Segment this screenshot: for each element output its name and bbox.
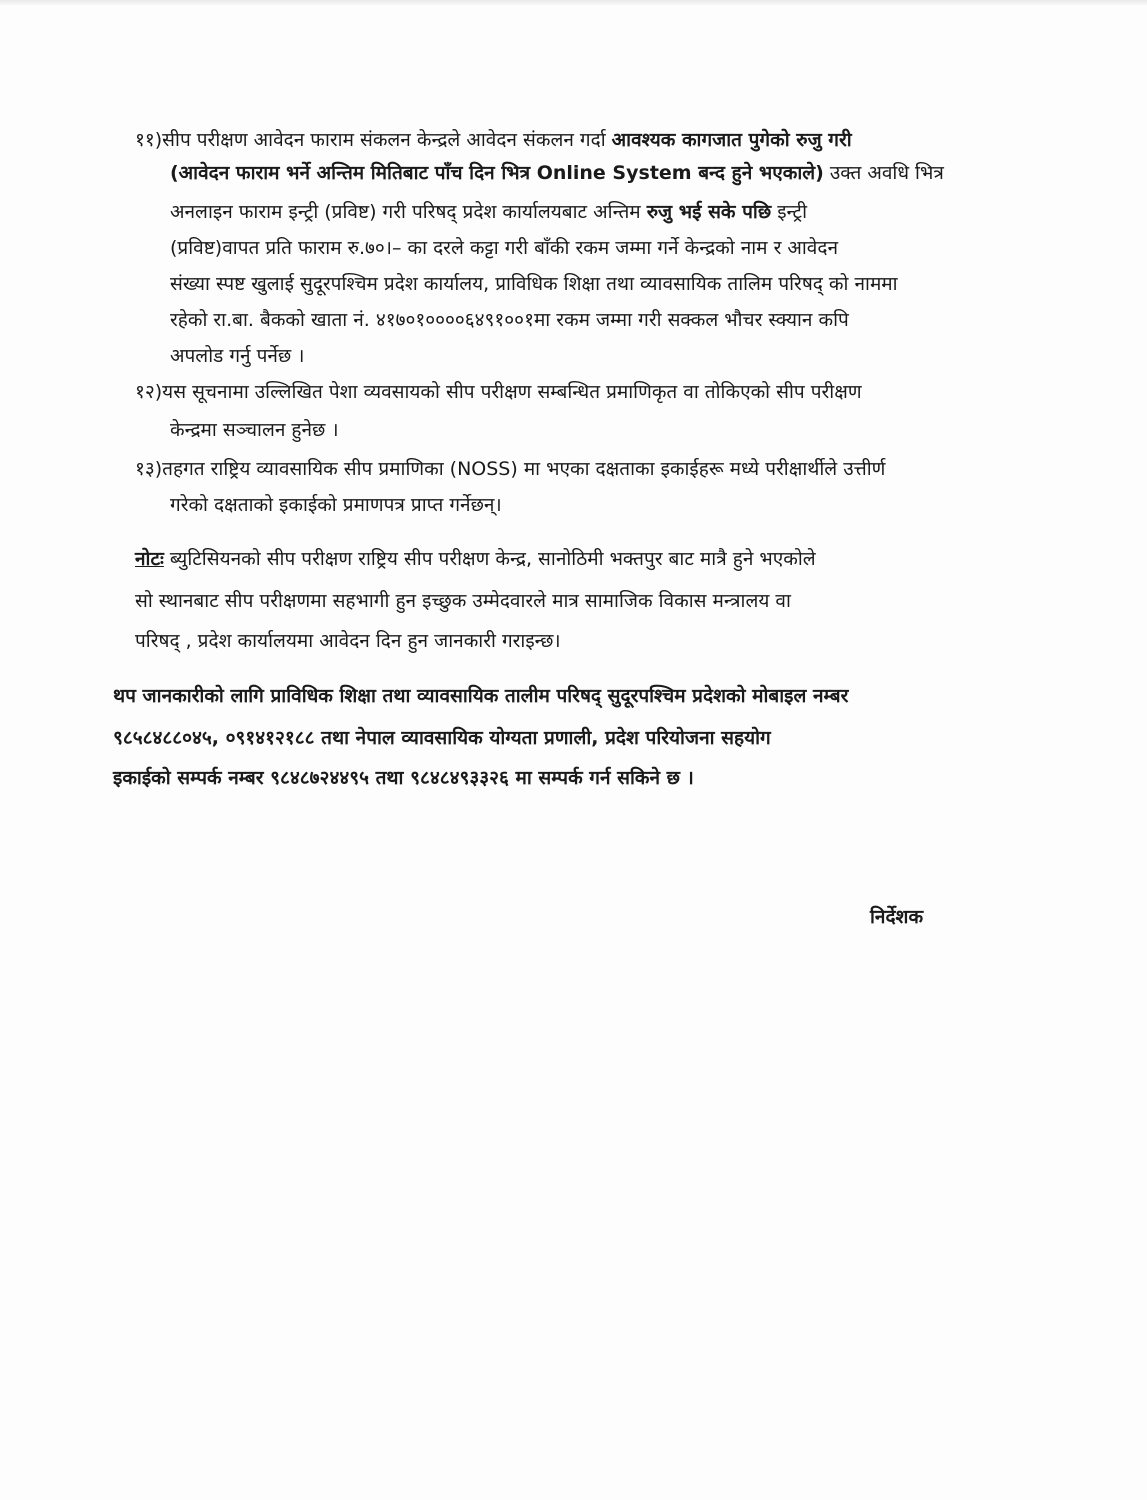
note-line-3 bbox=[135, 628, 561, 654]
contact-line-2 bbox=[113, 725, 771, 751]
note-text: ब्युटिसियनको सीप परीक्षण राष्ट्रिय सीप परीक्षण केन्द्र, सानोठिमी भक्तपुर बाट मात्रै हुने भएकोले bbox=[163, 548, 816, 570]
item-13-text: गरेको दक्षताको इकाईको प्रमाणपत्र प्राप्त गर्नेछन्। bbox=[170, 494, 502, 516]
contact-text: थप जानकारीको लागि प्राविधिक शिक्षा तथा व्यावसायिक तालीम परिषद् सुदूरपश्चिम प्रदेशको मोबाइल नम्बर bbox=[113, 685, 849, 707]
item-13-line-1 bbox=[135, 456, 885, 482]
item-12-text: केन्द्रमा सञ्चालन हुनेछ । bbox=[170, 419, 339, 441]
item-11-line-7 bbox=[170, 343, 305, 369]
item-11-text: उक्त अवधि भित्र bbox=[823, 162, 944, 184]
item-11-line-1 bbox=[135, 127, 852, 153]
item-11-bold-text: रुजु भई सके पछि bbox=[646, 201, 772, 223]
scan-edge bbox=[0, 0, 1147, 6]
item-13-line-2 bbox=[170, 492, 502, 518]
contact-text: ९८५८४८८०४५, ०९१४१२१८८ तथा नेपाल व्यावसायिक योग्यता प्रणाली, प्रदेश परियोजना सहयोग bbox=[113, 727, 771, 749]
note-text: परिषद् , प्रदेश कार्यालयमा आवेदन दिन हुन जानकारी गराइन्छ। bbox=[135, 630, 561, 652]
item-11-text: ११)सीप परीक्षण आवेदन फाराम संकलन केन्द्रले आवेदन संकलन गर्दा bbox=[135, 129, 612, 151]
item-11-text: इन्ट्री bbox=[771, 201, 807, 223]
item-12-line-1 bbox=[135, 379, 862, 405]
note-line-2 bbox=[135, 588, 791, 614]
item-13-text: १३)तहगत राष्ट्रिय व्यावसायिक सीप प्रमाणिका (NOSS) मा भएका दक्षताका इकाईहरू मध्ये परीक्षार्थीले उत्तीर्ण bbox=[135, 458, 886, 480]
contact-line-1 bbox=[113, 683, 848, 709]
item-11-text: (प्रविष्ट)वापत प्रति फाराम रु.७०।– का दरले कट्टा गरी बाँकी रकम जम्मा गर्ने केन्द्रको नाम र आवेदन bbox=[170, 237, 839, 259]
note-text: सो स्थानबाट सीप परीक्षणमा सहभागी हुन इच्छुक उम्मेदवारले मात्र सामाजिक विकास मन्त्रालय वा bbox=[135, 590, 791, 612]
item-11-bold-text: आवश्यक कागजात पुगेको रुजु गरी bbox=[611, 129, 852, 151]
item-11-line-2 bbox=[170, 160, 944, 186]
item-11-line-6 bbox=[170, 307, 849, 333]
contact-line-3 bbox=[113, 765, 694, 791]
item-11-line-3 bbox=[170, 199, 807, 225]
item-11-text: रहेको रा.बा. बैकको खाता नं. ४१७०१००००६४९१००१मा रकम जम्मा गरी सक्कल भौचर स्क्यान कपि bbox=[170, 309, 849, 331]
item-11-text: अनलाइन फाराम इन्ट्री (प्रविष्ट) गरी परिषद् प्रदेश कार्यालयबाट अन्तिम bbox=[170, 201, 647, 223]
note-line-1 bbox=[135, 546, 816, 572]
contact-text: इकाईको सम्पर्क नम्बर ९८४८७२४४९५ तथा ९८४८४९३३२६ मा सम्पर्क गर्न सकिने छ । bbox=[113, 767, 694, 789]
item-11-text: अपलोड गर्नु पर्नेछ । bbox=[170, 345, 305, 367]
item-11-line-5 bbox=[170, 271, 898, 297]
note-label: नोटः bbox=[135, 548, 164, 570]
item-11-line-4 bbox=[170, 235, 838, 261]
item-12-line-2 bbox=[170, 417, 339, 443]
item-11-bold-text: (आवेदन फाराम भर्ने अन्तिम मितिबाट पाँच दिन भित्र Online System बन्द हुने भएकाले) bbox=[170, 162, 824, 184]
item-11-text: संख्या स्पष्ट खुलाई सुदूरपश्चिम प्रदेश कार्यालय, प्राविधिक शिक्षा तथा व्यावसायिक तालिम परिषद् को नाममा bbox=[170, 273, 898, 295]
signature-title: निर्देशक bbox=[870, 906, 924, 928]
item-12-text: १२)यस सूचनामा उल्लिखित पेशा व्यवसायको सीप परीक्षण सम्बन्धित प्रमाणिकृत वा तोकिएको सीप परीक्षण bbox=[135, 381, 862, 403]
